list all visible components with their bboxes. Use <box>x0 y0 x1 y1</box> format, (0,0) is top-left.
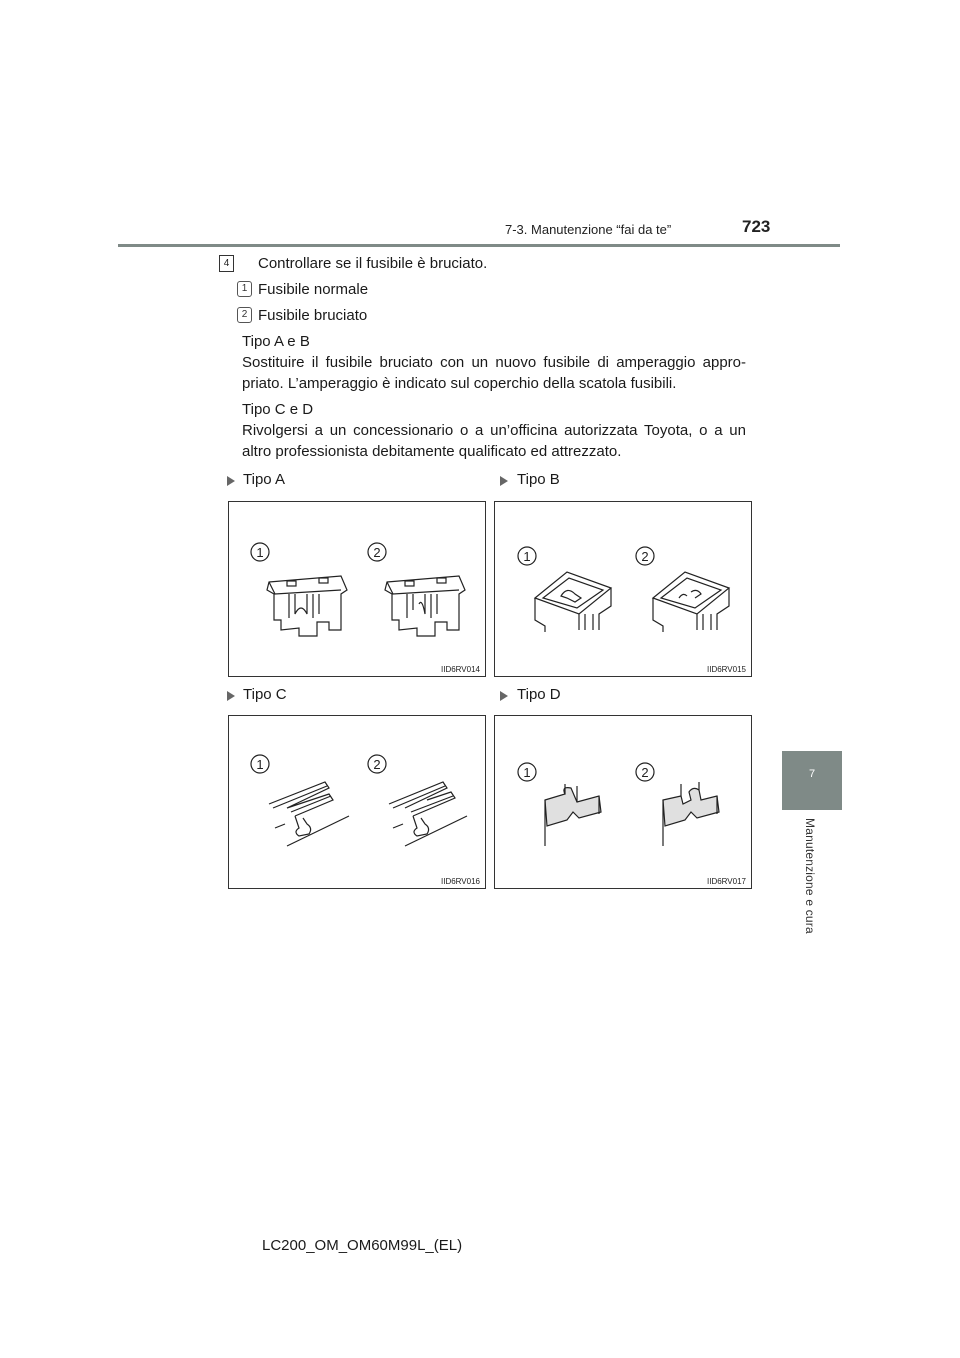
type-c-label: Tipo C <box>243 686 287 703</box>
figure-type-a <box>228 501 486 677</box>
type-b-label: Tipo B <box>517 471 560 488</box>
figure-d-num-1: 1 <box>523 765 531 780</box>
bullet-triangle-icon <box>227 476 235 486</box>
figure-type-c <box>228 715 486 889</box>
header-rule <box>118 244 840 247</box>
figure-a-num-1: 1 <box>256 545 264 560</box>
note-body-ab: Sostituire il fusibile bruciato con un nuovo fusibile di amperaggio appro- priato. L’amperaggio è indicato sul coperchio della scatola fusibili. <box>242 354 746 392</box>
type-a-label: Tipo A <box>243 471 285 488</box>
figure-type-b <box>494 501 752 677</box>
figure-b-num-2: 2 <box>641 549 649 564</box>
figure-c-num-2: 2 <box>373 757 381 772</box>
bullet-triangle-icon <box>500 476 508 486</box>
item-number-1: 1 <box>237 281 252 297</box>
item-text-blown-fuse: Fusibile bruciato <box>258 307 368 324</box>
type-d-label: Tipo D <box>517 686 561 703</box>
chapter-number: 7 <box>808 768 816 780</box>
item-text-normal-fuse: Fusibile normale <box>258 281 369 298</box>
chapter-label: Manutenzione e cura <box>803 818 817 934</box>
item-number-2: 2 <box>237 307 252 323</box>
figure-b-num-1: 1 <box>523 549 531 564</box>
figure-code: IID6RV015 <box>707 665 746 674</box>
page-number: 723 <box>742 217 771 236</box>
figure-code: IID6RV014 <box>441 665 480 674</box>
step-number-badge: 4 <box>219 255 234 272</box>
step-text: Controllare se il fusibile è bruciato. <box>258 255 488 272</box>
note-title-cd: Tipo C e D <box>242 401 314 418</box>
figure-code: IID6RV016 <box>441 877 480 886</box>
footer-model-code: LC200_OM_OM60M99L_(EL) <box>262 1237 463 1254</box>
fuse-type-b-illustration <box>495 502 751 676</box>
figure-code: IID6RV017 <box>707 877 746 886</box>
figure-d-num-2: 2 <box>641 765 649 780</box>
bullet-triangle-icon <box>227 691 235 701</box>
chapter-tab <box>782 751 842 810</box>
fuse-type-d-illustration <box>495 716 751 888</box>
fuse-type-a-illustration <box>229 502 485 676</box>
fuse-type-c-illustration <box>229 716 485 888</box>
note-body-cd: Rivolgersi a un concessionario o a un’officina autorizzata Toyota, o a un altro professionista debitamente qualificato ed attrezzato. <box>242 422 746 460</box>
bullet-triangle-icon <box>500 691 508 701</box>
section-title: 7-3. Manutenzione “fai da te” <box>505 222 672 237</box>
figure-a-num-2: 2 <box>373 545 381 560</box>
figure-c-num-1: 1 <box>256 757 264 772</box>
figure-type-d <box>494 715 752 889</box>
note-title-ab: Tipo A e B <box>242 333 310 350</box>
